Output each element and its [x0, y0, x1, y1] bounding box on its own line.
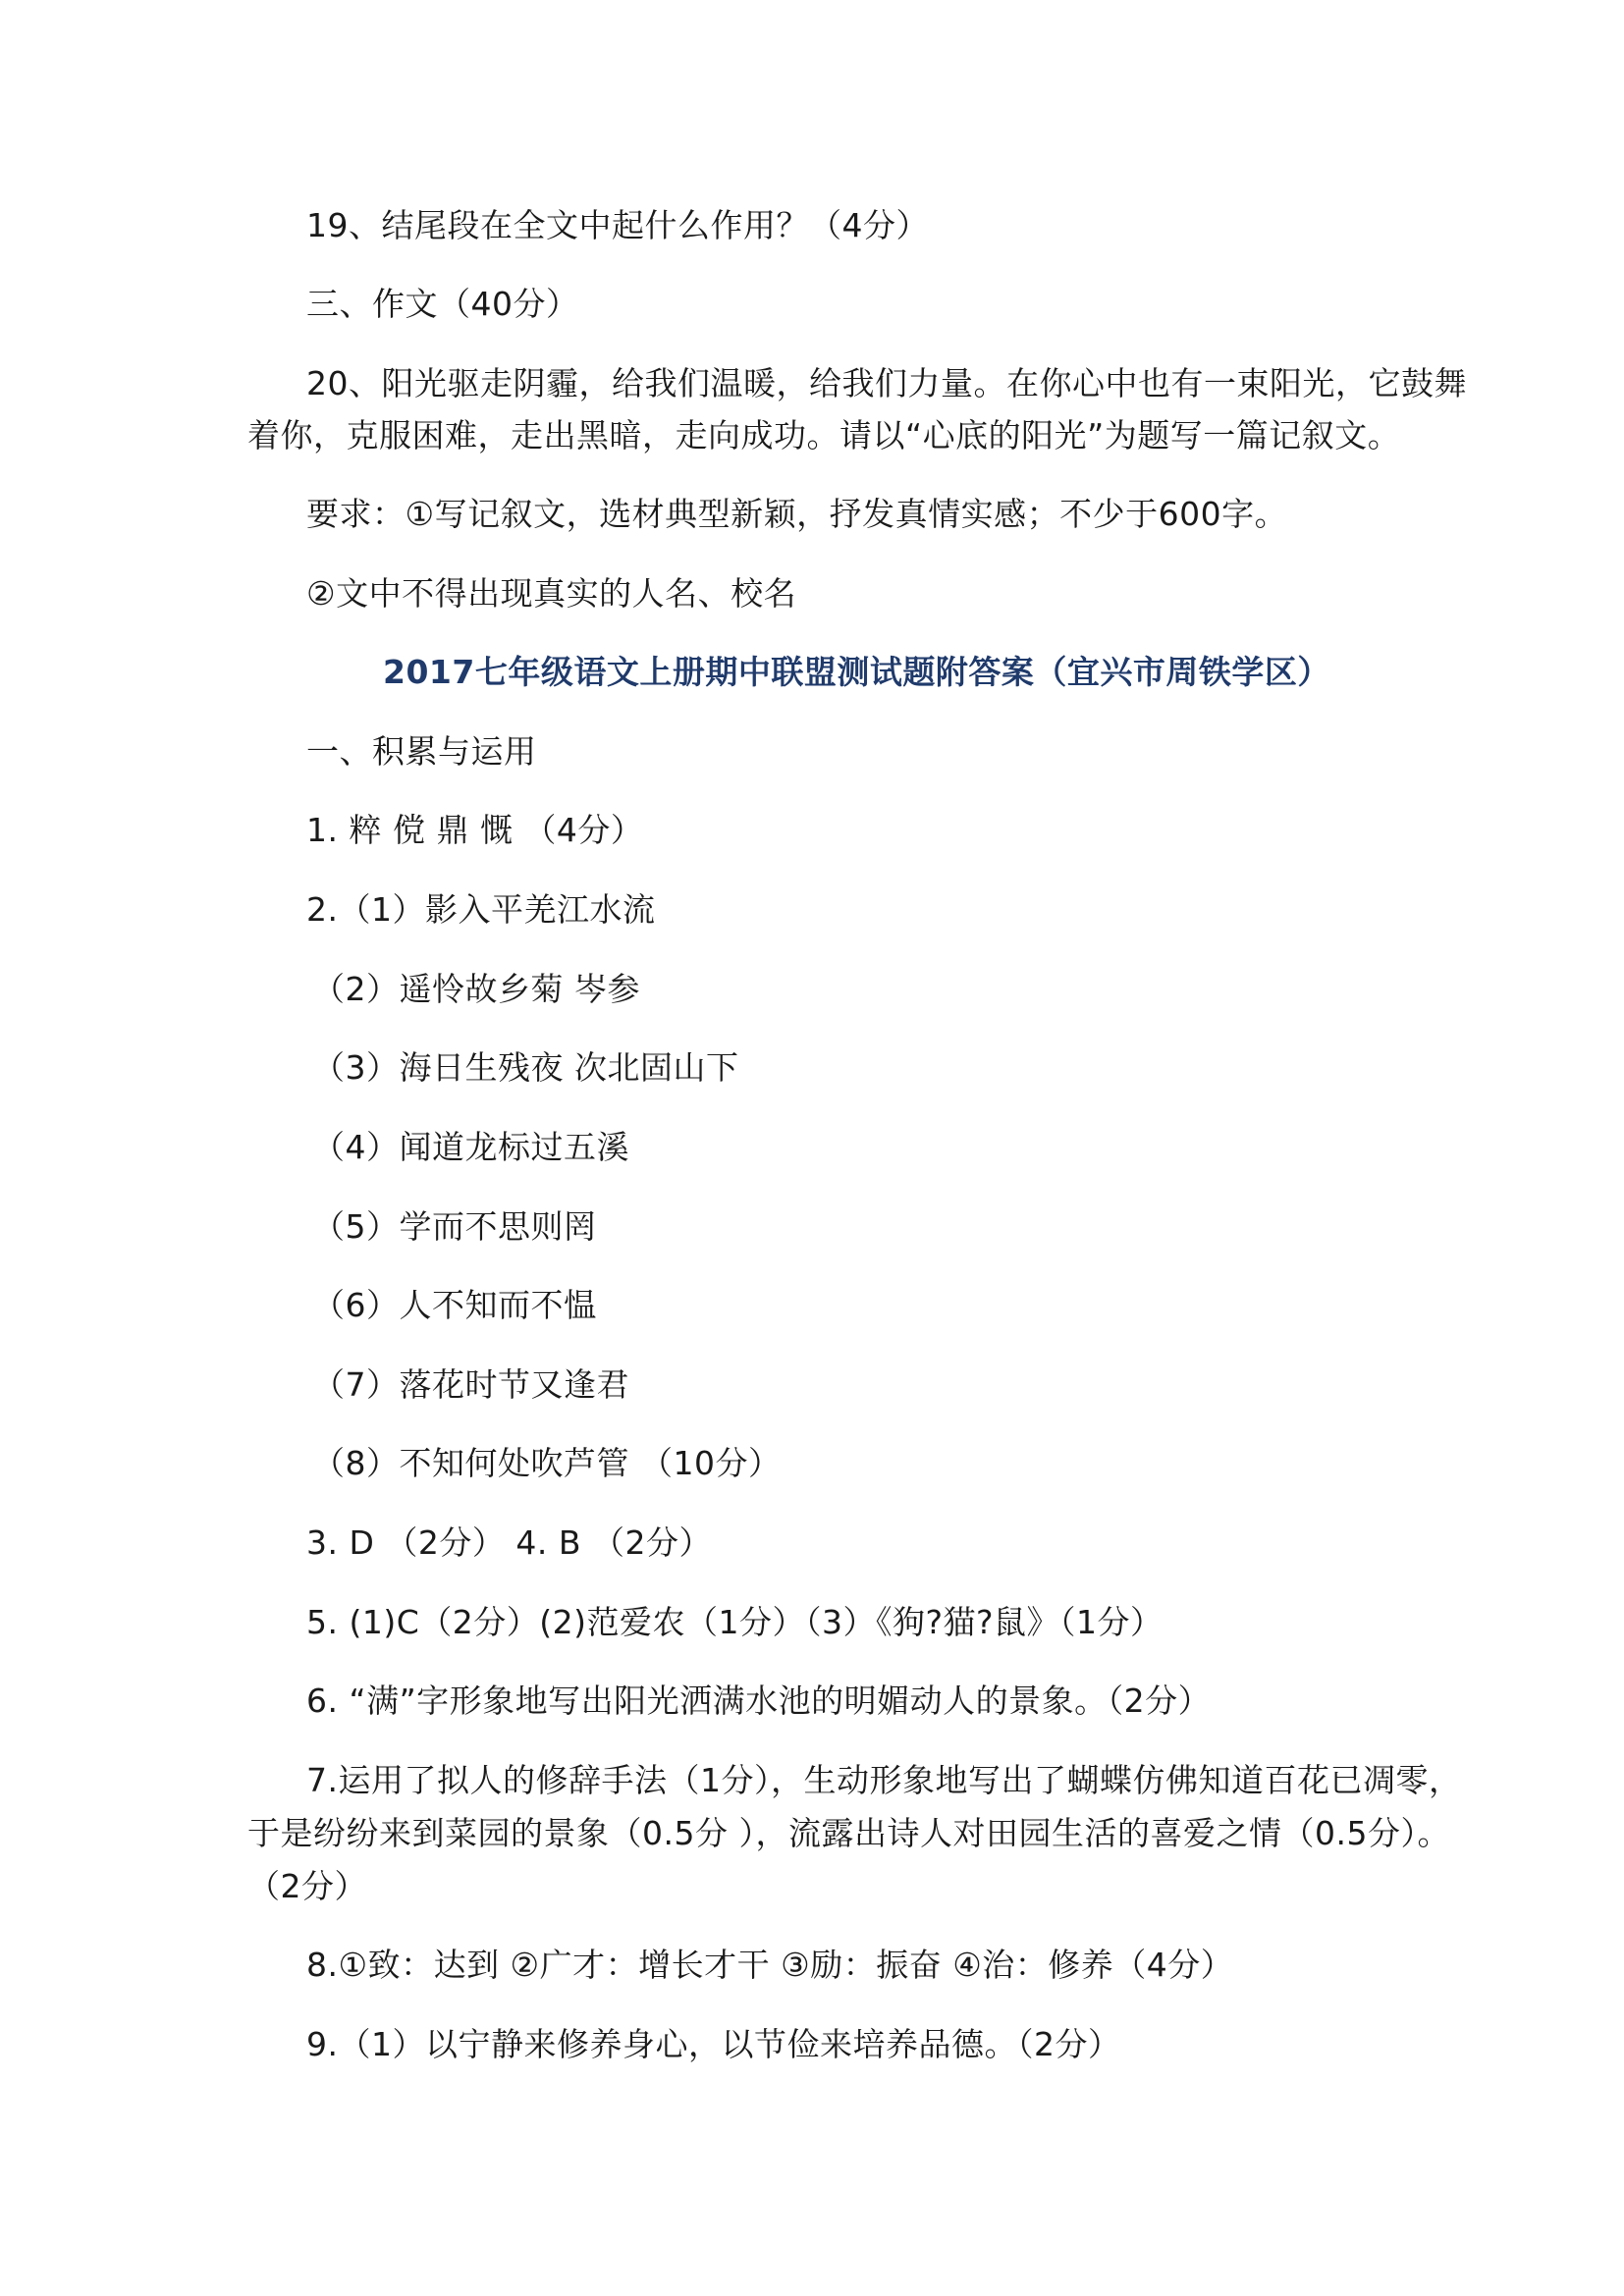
answer-2-1: 2.（1）影入平羌江水流	[306, 890, 656, 929]
answer-9: 9.（1）以宁静来修养身心，以节俭来培养品德。（2分）	[306, 2025, 1121, 2063]
answer-7-line-1: 7.运用了拟人的修辞手法（1分），生动形象地写出了蝴蝶仿佛知道百花已凋零，	[306, 1761, 1462, 1799]
section-3-heading: 三、作文（40分）	[306, 285, 579, 323]
answer-2-8: （8）不知何处吹芦管 （10分）	[312, 1444, 782, 1482]
question-20-line-2: 着你，克服困难，走出黑暗，走向成功。请以“心底的阳光”为题写一篇记叙文。	[247, 416, 1401, 454]
answer-8: 8.①致：达到 ②广才：增长才干 ③励：振奋 ④治：修养（4分）	[306, 1946, 1234, 1984]
answer-3-4: 3. D （2分） 4. B （2分）	[306, 1523, 712, 1562]
answer-2-7: （7）落花时节又逢君	[312, 1365, 629, 1404]
answer-7-line-2: 于是纷纷来到菜园的景象（0.5分 ），流露出诗人对田园生活的喜爱之情（0.5分）。	[247, 1814, 1450, 1852]
answer-2-6: （6）人不知而不愠	[312, 1286, 597, 1324]
question-20-line-1: 20、阳光驱走阴霾，给我们温暖，给我们力量。在你心中也有一束阳光，它鼓舞	[306, 364, 1467, 402]
answer-2-4: （4）闻道龙标过五溪	[312, 1128, 629, 1166]
answer-7-line-3: （2分）	[247, 1867, 367, 1905]
question-19: 19、结尾段在全文中起什么作用？（4分）	[306, 206, 929, 244]
answer-5: 5. (1)C（2分）(2)范爱农（1分）（3）《狗?猫?鼠》（1分）	[306, 1603, 1164, 1641]
requirement-1: 要求：①写记叙文，选材典型新颖，抒发真情实感；不少于600字。	[306, 495, 1288, 533]
answer-1: 1. 粹 傥 鼎 慨 （4分）	[306, 811, 644, 849]
answer-2-3: （3）海日生残夜 次北固山下	[312, 1048, 739, 1087]
answer-2-2: （2）遥怜故乡菊 岑参	[312, 970, 640, 1008]
answer-2-5: （5）学而不思则罔	[312, 1207, 597, 1246]
answer-title: 2017七年级语文上册期中联盟测试题附答案（宜兴市周铁学区）	[383, 653, 1330, 691]
answer-6: 6. “满”字形象地写出阳光洒满水池的明媚动人的景象。（2分）	[306, 1682, 1212, 1720]
requirement-2: ②文中不得出现真实的人名、校名	[306, 574, 797, 613]
section-1-heading: 一、积累与运用	[306, 732, 537, 771]
